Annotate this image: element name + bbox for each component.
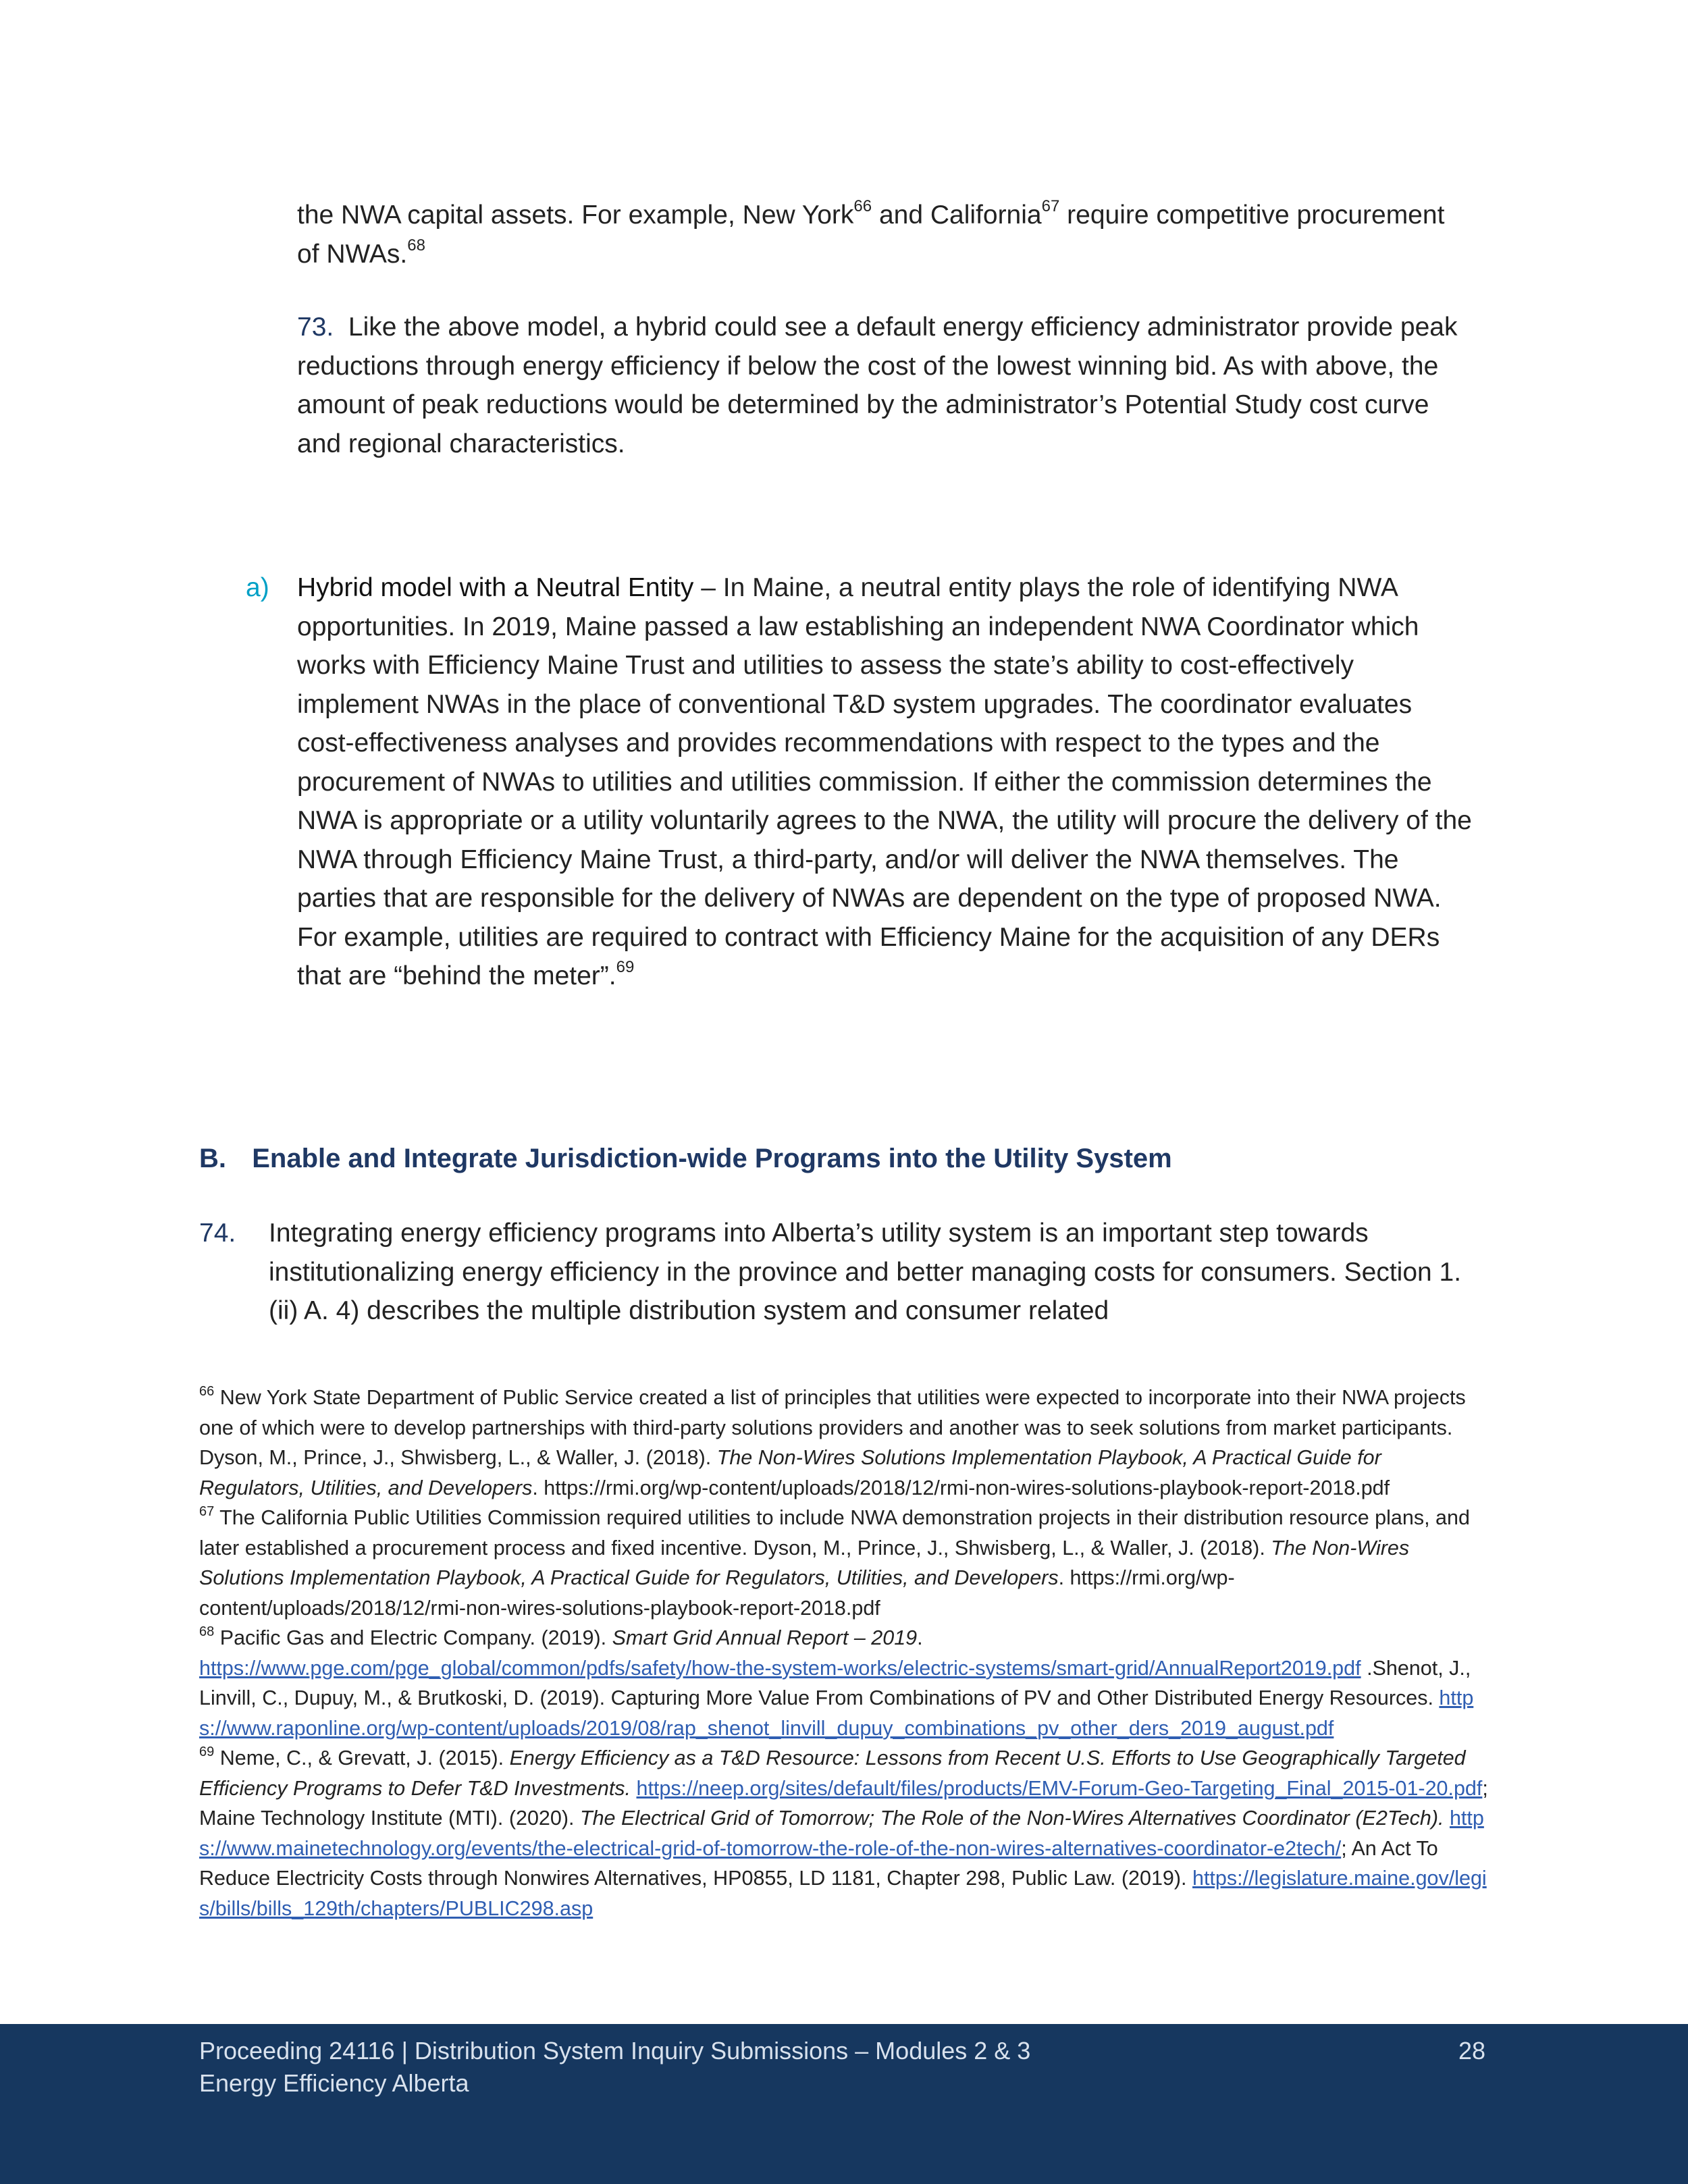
footer-organization: Energy Efficiency Alberta xyxy=(199,2069,469,2097)
list-item-a xyxy=(297,568,1475,996)
list-item-text: – In Maine, a neutral entity plays the role of identifying NWA opportunities. In 2019, Maine passed a law establishing an independent NWA Coordinator which works with Efficiency Maine Trust and utilities to assess the state’s ability to cost-effectively implement NWAs in the place of conventional T&D system upgrades. The coordinator evaluates cost-effectiveness analyses and provides recommendations with respect to the types and the procurement of NWAs to utilities and utilities commission. If either the commission determines the NWA is appropriate or a utility voluntarily agrees to the NWA, the utility will procure the delivery of the NWA through Efficiency Maine Trust, a third-party, and/or will deliver the NWA themselves. The parties that are responsible for the delivery of NWAs are dependent on the type of proposed NWA. For example, utilities are required to contract with Efficiency Maine for the acquisition of any DERs that are “behind the meter”. xyxy=(297,573,1472,990)
footnote-68-link-rap[interactable]: https://www.raponline.org/wp-content/uploads/2019/08/rap_shenot_linvill_dupuy_combinations_pv_other_ders_2019_august.pdf xyxy=(199,1686,1474,1740)
paragraph-72-continuation: the NWA capital assets. For example, New York$^{66}$ and California$^{67}$ require competitive procurement of NWAs.$^{68}$ xyxy=(297,197,1445,269)
footer-proceeding: Proceeding 24116 | Distribution System Inquiry Submissions – Modules 2 & 3 xyxy=(199,2037,1031,2065)
footnote-68-link-pge[interactable]: https://www.pge.com/pge_global/common/pdfs/safety/how-the-system-works/electric-systems/smart-grid/AnnualReport2019.pdf xyxy=(199,1656,1361,1680)
section-heading-b xyxy=(199,1140,1482,1178)
section-letter: B. xyxy=(199,1144,226,1173)
paragraph-number: 73. xyxy=(297,313,334,342)
footnote-ref-66[interactable]: 66 xyxy=(853,197,872,215)
footnote-66: $^{66}$ New York State Department of Public Service created a list of principles that utilities were expected to incorporate into their NWA projects one of which were to develop partnerships with third-party solutions providers and another was to seek solutions from market participants. Dyson, M., Prince, J., Shwisberg, L., & Waller, J. (2018). The Non-Wires Solutions Implementation Playbook, A Practical Guide for Regulators, Utilities, and Developers. https://rmi.org/wp-content/uploads/2018/12/rmi-non-wires-solutions-playbook-report-2018.pdf xyxy=(199,1383,1466,1499)
footnote-69-link-mti[interactable]: https://www.mainetechnology.org/events/the-electrical-grid-of-tomorrow-the-role-of-the-non-wires-alternatives-coordinator-e2tech/ xyxy=(199,1807,1484,1860)
paragraph-74: Integrating energy efficiency programs into Alberta’s utility system is an important step towards institutionalizing energy efficiency in the province and better managing costs for consumers. Section 1. (ii) A. 4) describes the multiple distribution system and consumer related xyxy=(269,1219,1462,1325)
footnotes xyxy=(199,1383,1492,1923)
list-item-lead: Hybrid model with a Neutral Entity xyxy=(297,573,694,602)
section-title: Enable and Integrate Jurisdiction-wide Programs into the Utility System xyxy=(252,1144,1172,1173)
list-item-a-marker: a) xyxy=(246,573,269,602)
footnote-69-link-neep[interactable]: https://neep.org/sites/default/files/products/EMV-Forum-Geo-Targeting_Final_2015-01-20.pdf xyxy=(636,1776,1483,1800)
paragraph-text: Like the above model, a hybrid could see a default energy efficiency administrator provide peak reductions through energy efficiency if below the cost of the lowest winning bid. As with above, the amount of peak reductions would be determined by the administrator’s Potential Study cost curve and regional characteristics. xyxy=(297,313,1458,458)
page-footer xyxy=(0,2024,1688,2184)
footnote-69-link-legislature[interactable]: https://legislature.maine.gov/legis/bills/bills_129th/chapters/PUBLIC298.asp xyxy=(199,1867,1487,1920)
footnote-ref-69[interactable]: 69 xyxy=(616,958,635,976)
footnote-68: $^{68}$ Pacific Gas and Electric Company. (2019). Smart Grid Annual Report – 2019. https://www.pge.com/pge_global/common/pdfs/safety/how-the-system-works/electric-systems/smart-grid/AnnualReport2019.pdf .Shenot, J., Linvill, C., Dupuy, M., & Brutkoski, D. (2019). Capturing More Value From Combinations of PV and Other Distributed Energy Resources. https://www.raponline.org/wp-content/uploads/2019/08/rap_shenot_linvill_dupuy_combinations_pv_other_ders_2019_august.pdf xyxy=(199,1624,1474,1740)
footnote-67: $^{67}$ The California Public Utilities Commission required utilities to include NWA demonstration projects in their distribution resource plans, and later established a procurement process and fixed incentive. Dyson, M., Prince, J., Shwisberg, L., & Waller, J. (2018). The Non-Wires Solutions Implementation Playbook, A Practical Guide for Regulators, Utilities, and Developers. https://rmi.org/wp-content/uploads/2018/12/rmi-non-wires-solutions-playbook-report-2018.pdf xyxy=(199,1503,1470,1620)
footnote-ref-67[interactable]: 67 xyxy=(1041,197,1060,215)
page-number: 28 xyxy=(1458,2037,1486,2065)
footnote-69: $^{69}$ Neme, C., & Grevatt, J. (2015). Energy Efficiency as a T&D Resource: Lessons from Recent U.S. Efforts to Use Geographically Targeted Efficiency Programs to Defer T&D Investments. https://neep.org/sites/default/files/products/EMV-Forum-Geo-Targeting_Final_2015-01-20.pdf; Maine Technology Institute (MTI). (2020). The Electrical Grid of Tomorrow; The Role of the Non-Wires Alternatives Coordinator (E2Tech). https://www.mainetechnology.org/events/the-electrical-grid-of-tomorrow-the-role-of-the-non-wires-alternatives-coordinator-e2tech/; An Act To Reduce Electricity Costs through Nonwires Alternatives, HP0855, LD 1181, Chapter 298, Public Law. (2019). https://legislature.maine.gov/legis/bills/bills_129th/chapters/PUBLIC298.asp xyxy=(199,1744,1488,1920)
paragraph-74-number: 74. xyxy=(199,1219,236,1248)
paragraph-73 xyxy=(297,308,1458,463)
footnote-ref-68[interactable]: 68 xyxy=(407,236,425,255)
